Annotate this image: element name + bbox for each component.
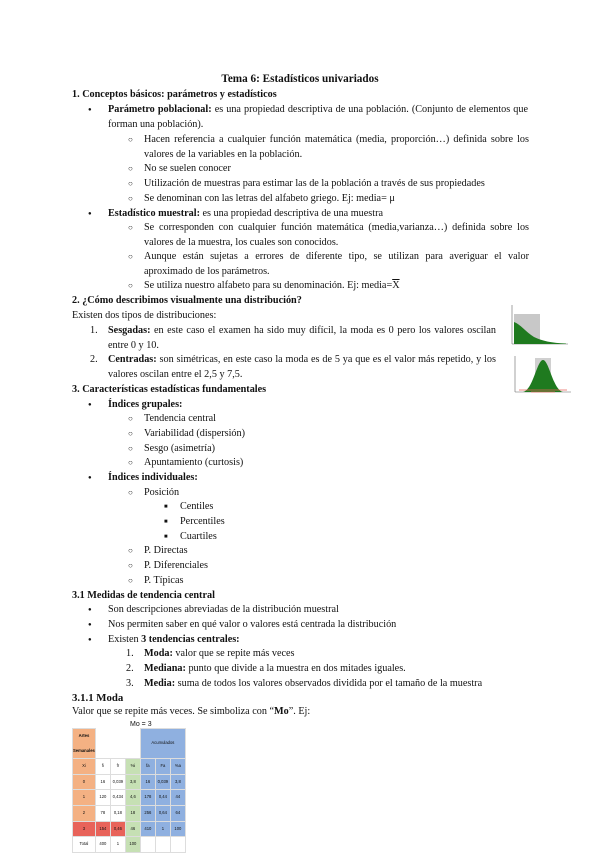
posicion-subitem: ■ Cuartiles — [180, 530, 217, 545]
moda-description: Valor que se repite más veces. Se simboliza con “Mo”. Ej: — [72, 706, 311, 717]
list-number: 1. — [90, 325, 98, 336]
individual-item: ○ P. Típicas — [144, 574, 183, 589]
section-3-1-heading: 3.1 Medidas de tendencia central — [72, 590, 215, 601]
estadistico-definition: es una propiedad descriptiva de una muestra — [199, 208, 383, 219]
table-row-total: Total 400 1 100 — [73, 837, 186, 853]
table-header-row: Xi fi fr %i fa Fa %a — [73, 759, 186, 775]
individual-item: ○ P. Directas — [144, 544, 188, 559]
table-header: Artes Semanales — [73, 729, 96, 759]
xbar-symbol: $\overline{X}$ — [392, 280, 400, 291]
grupal-item: ○ Apuntamiento (curtosis) — [144, 456, 243, 471]
parametro-definition: es una propiedad descriptiva de una población. (Conjunto de elementos que forman una población). — [108, 104, 528, 130]
grupal-item: ○ Tendencia central — [144, 412, 216, 427]
param-item: ○ Hacen referencia a cualquier función matemática (media, proporción…) definida sobre los valores de la variables en la población. — [144, 133, 529, 162]
mo-label: Mo = 3 — [130, 721, 152, 728]
table-row: 0 16 0,039 3,8 16 0,039 3,8 — [73, 774, 186, 790]
table-header: Acumulados — [140, 729, 185, 759]
tendencia-item: ● Nos permiten saber en qué valor o valores está centrada la distribución — [108, 618, 396, 633]
param-item: ○ No se suelen conocer — [144, 162, 231, 177]
list-number: 1. — [126, 648, 134, 659]
centradas-text: son simétricas, en este caso la moda es de 5 ya que es el valor más repetido, y los valores oscilan entre el 2,5 y 7,5. — [108, 354, 496, 380]
estad-item: ○ Se utiliza nuestro alfabeto para su denominación. Ej: $media=\overline{X}$ — [144, 279, 400, 294]
centered-distribution-figure — [513, 352, 573, 396]
grupal-item: ○ Sesgo (asimetría) — [144, 442, 215, 457]
parametro-term: Parámetro poblacional: — [108, 104, 212, 115]
mediana-item: Mediana: punto que divide a la muestra en dos mitades iguales. — [144, 663, 406, 674]
indices-individuales: ● Índices individuales: — [108, 471, 198, 486]
sesgadas-term: Sesgadas: — [108, 325, 151, 336]
moda-item: Moda: valor que se repite más veces — [144, 648, 295, 659]
estadistico-paragraph — [108, 207, 383, 222]
posicion-subitem: ■ Centiles — [180, 500, 213, 515]
tendencias-centrales: ● Existen 3 tendencias centrales: — [108, 633, 240, 648]
estadistico-term: Estadístico muestral: — [108, 208, 200, 219]
indices-grupales: ● Índices grupales: — [108, 398, 182, 413]
page-title: Tema 6: Estadísticos univariados — [221, 73, 379, 85]
centradas-term: Centradas: — [108, 354, 157, 365]
section-3-1-1-heading: 3.1.1 Moda — [72, 692, 124, 704]
frequency-table — [72, 728, 186, 853]
param-item: ○ Utilización de muestras para estimar las de la población a través de sus propiedades — [144, 177, 485, 192]
sesgadas-text: en este caso el examen ha sido muy difícil, la moda es 0 pero los valores oscilan entre 0 y 10. — [108, 325, 496, 351]
tendencia-item: ● Son descripciones abreviadas de la distribución muestral — [108, 603, 339, 618]
section-3-heading: 3. Características estadísticas fundamentales — [72, 384, 267, 395]
section-1-heading: 1. Conceptos básicos: parámetros y estadísticos — [72, 89, 277, 100]
posicion-item: ○ Posición — [144, 486, 179, 501]
individual-item: ○ P. Diferenciales — [144, 559, 208, 574]
list-number: 3. — [126, 678, 134, 689]
param-item: ○ Se denominan con las letras del alfabeto griego. Ej: media= μ — [144, 192, 395, 207]
parametro-paragraph — [108, 103, 528, 132]
list-number: 2. — [126, 663, 134, 674]
skewed-distribution-figure — [508, 302, 570, 348]
posicion-subitem: ■ Percentiles — [180, 515, 225, 530]
estad-item: ○ Se corresponden con cualquier función matemática (media,varianza…) definida sobre los valores de la muestra, los cuales son conocidos. — [144, 221, 529, 250]
sesgadas-item — [108, 324, 496, 353]
table-row: 1 120 0,434 4,6 178 0,44 44 — [73, 790, 186, 806]
list-number: 2. — [90, 354, 98, 365]
table-row: 2 78 0,18 18 256 0,64 64 — [73, 805, 186, 821]
table-row-mode: 3 154 0,46 46 410 1 100 — [73, 821, 186, 837]
section-2-heading: 2. ¿Cómo describimos visualmente una distribución? — [72, 295, 302, 306]
estad-item: ○ Aunque están sujetas a errores de diferente tipo, se utilizan para averiguar el valor aproximado de los parámetros. — [144, 250, 529, 279]
media-item: Media: suma de todos los valores observados dividida por el tamaño de la muestra — [144, 678, 483, 689]
section-2-intro: Existen dos tipos de distribuciones: — [72, 310, 217, 321]
grupal-item: ○ Variabilidad (dispersión) — [144, 427, 245, 442]
centradas-item — [108, 353, 496, 382]
